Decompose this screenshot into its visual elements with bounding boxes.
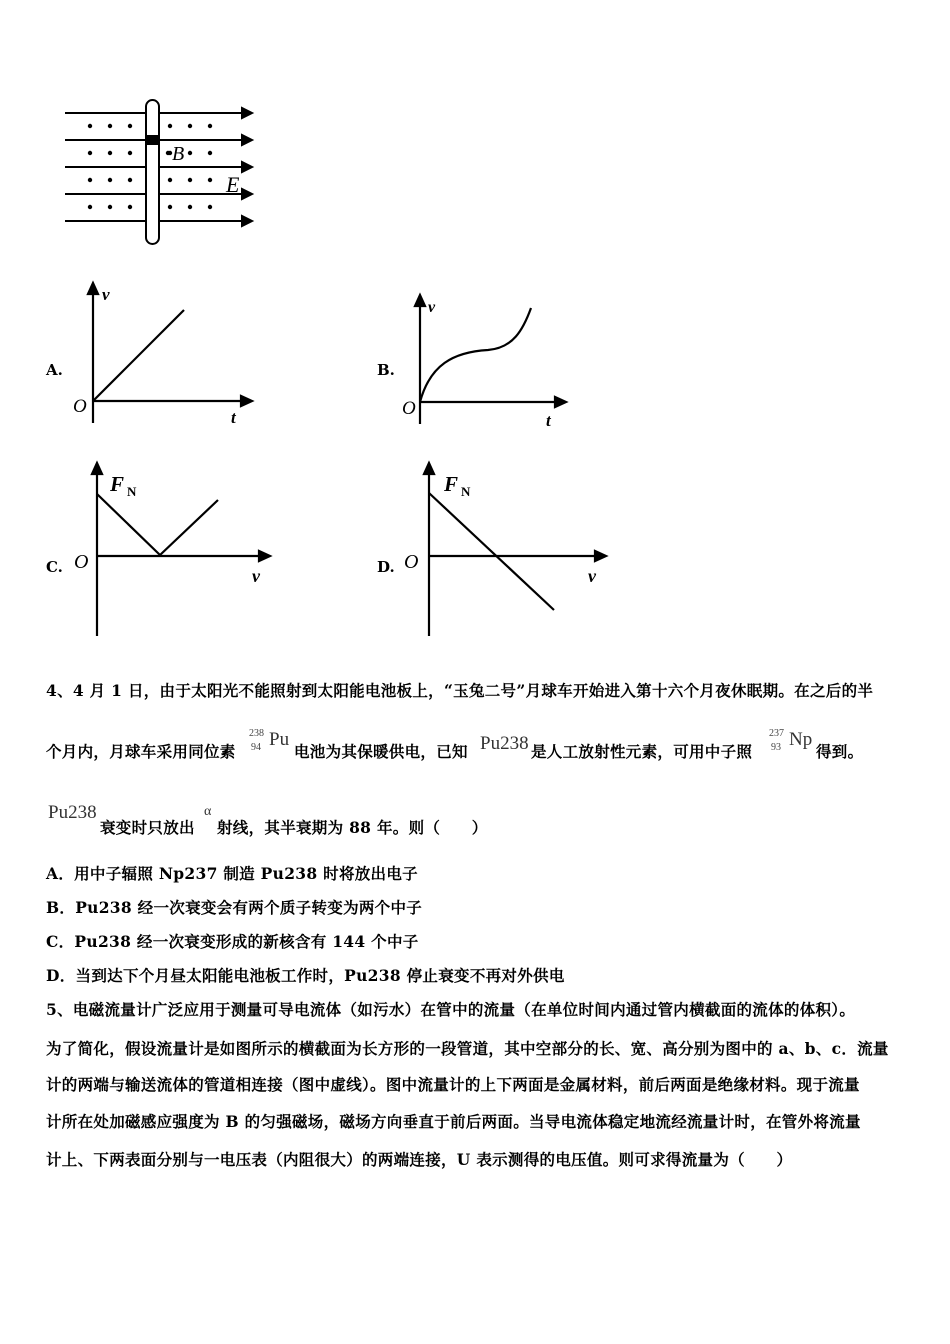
graph-a [66,278,266,438]
svg-text:N: N [461,484,471,499]
svg-text:v: v [428,299,436,316]
pu238-line3: Pu238 [48,802,97,823]
svg-text:v: v [252,566,260,586]
svg-text:v: v [102,285,110,304]
q4-line2-c: 是人工放射性元素，可用中子照 [531,742,753,761]
graph-d [398,458,618,638]
svg-text:t: t [546,411,551,430]
svg-text:O: O [74,551,89,573]
q4-line2-b: 电池为其保暖供电，已知 [294,742,468,761]
q4-line2-a: 个月内，月球车采用同位素 [46,742,236,761]
q4-line1: 4、4 月 1 日，由于太阳光不能照射到太阳能电池板上，“玉兔二号”月球车开始进入第十六个月夜休眠期。在之后的半 [46,681,874,700]
svg-text:N: N [127,484,137,499]
option-a-label[interactable]: A. [46,361,63,379]
option-c-label[interactable]: C. [46,558,63,576]
svg-text:F: F [110,472,125,496]
svg-text:O: O [402,398,416,419]
q4-option-c[interactable]: C．Pu238 经一次衰变形成的新核含有 144 个中子 [46,932,419,951]
q4-option-d[interactable]: D．当到达下个月昼太阳能电池板工作时，Pu238 停止衰变不再对外供电 [46,966,565,985]
svg-text:t: t [231,408,236,427]
svg-text:v: v [588,566,596,586]
q5-line4: 计所在处加磁感应强度为 B 的匀强磁场，磁场方向垂直于前后两面。当导电流体稳定地流经流量计时，在管外将流量 [46,1112,861,1131]
pu238-inline: Pu238 [480,733,529,754]
graph-c [66,458,286,638]
svg-text:O: O [404,551,419,573]
q5-line3: 计的两端与输送流体的管道相连接（图中虚线）。图中流量计的上下两面是金属材料，前后两面是绝缘材料。现于流量 [46,1075,860,1094]
q4-line3-a: 衰变时只放出 [100,818,195,837]
q5-line2: 为了简化，假设流量计是如图所示的横截面为长方形的一段管道，其中空部分的长、宽、高分别为图中的 a、b、c．流量 [46,1039,889,1058]
svg-text:O: O [73,396,87,417]
svg-text:F: F [444,472,459,496]
label-e: E [226,172,240,197]
field-tube-figure [60,95,270,255]
q4-line2-d: 得到。 [816,742,864,761]
option-d-label[interactable]: D. [377,558,395,576]
option-b-label[interactable]: B. [377,361,395,379]
q4-option-b[interactable]: B．Pu238 经一次衰变会有两个质子转变为两个中子 [46,898,423,917]
graph-b [398,290,588,440]
alpha-symbol: α [204,804,212,819]
q5-line1: 5、电磁流量计广泛应用于测量可导电流体（如污水）在管中的流量（在单位时间内通过管内横截面的流体的体积）。 [46,1000,856,1019]
q4-option-a[interactable]: A．用中子辐照 Np237 制造 Pu238 时将放出电子 [46,864,418,883]
q4-line3-b: 射线，其半衰期为 88 年。则（ ） [217,818,488,837]
label-b: B [172,143,185,165]
q5-line5: 计上、下两表面分别与一电压表（内阻很大）的两端连接，U 表示测得的电压值。则可求得流量为（ ） [46,1150,793,1169]
